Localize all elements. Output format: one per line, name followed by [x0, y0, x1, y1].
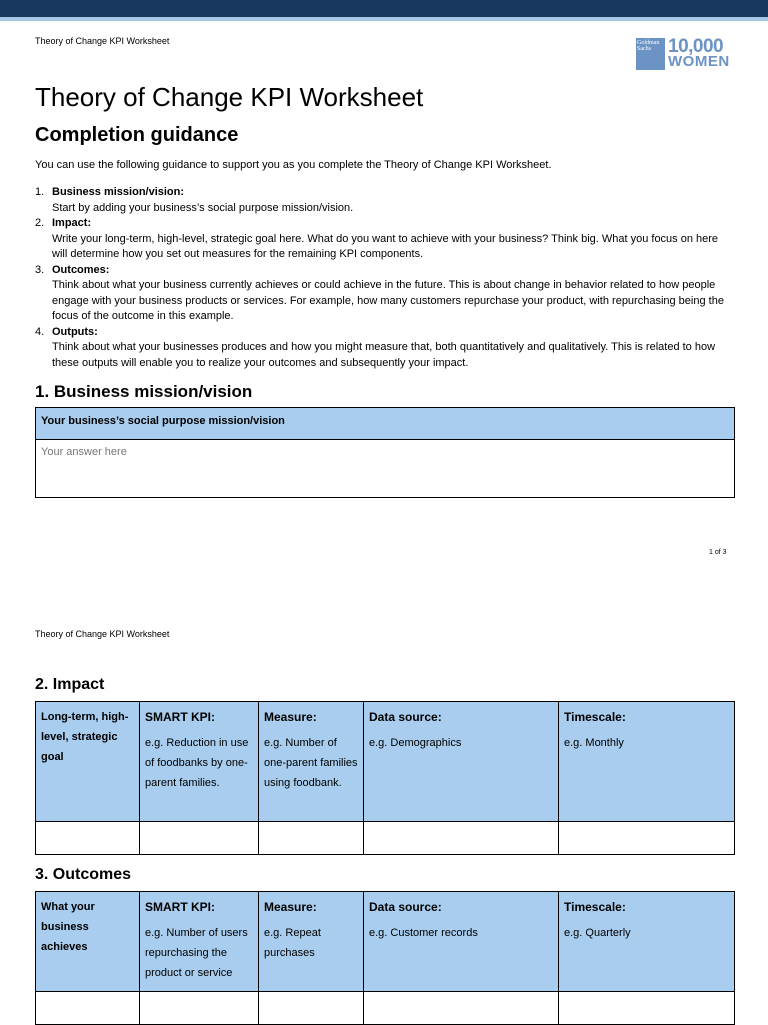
- logo-women: WOMEN: [668, 53, 730, 70]
- column-label: Timescale:: [564, 900, 626, 914]
- guidance-list: [35, 185, 735, 371]
- impact-table: [35, 701, 735, 855]
- mission-answer-field[interactable]: Your answer here: [41, 446, 127, 458]
- column-example: e.g. Number of users repurchasing the product or service: [145, 927, 248, 979]
- column-label: Long-term, high-level, strategic goal: [41, 711, 129, 763]
- column-label: Timescale:: [564, 710, 626, 724]
- column-label: SMART KPI:: [145, 900, 215, 914]
- outcomes-data-source-input[interactable]: [364, 992, 559, 1025]
- logo-wordmark: [668, 36, 730, 70]
- guidance-text: Think about what your business currently achieves or could achieve in the future. This is about change in behavior related to how people engage with your business products or services. For example, how many customers repurchase your product, with repurchasing being the focus of the outcome in this example.: [52, 279, 724, 322]
- guidance-number: 4.: [35, 325, 45, 338]
- mission-box: [35, 407, 735, 498]
- column-label: SMART KPI:: [145, 710, 215, 724]
- table-header-cell: [559, 702, 735, 822]
- guidance-term: Impact:: [52, 217, 92, 229]
- guidance-text: Start by adding your business’s social purpose mission/vision.: [52, 201, 354, 214]
- table-row: [36, 992, 735, 1025]
- column-example: e.g. Number of one-parent families using foodbank.: [264, 737, 358, 789]
- logo-brand-mark: Goldman Sachs: [636, 38, 665, 70]
- column-example: e.g. Repeat purchases: [264, 927, 321, 959]
- column-label: What your business achieves: [41, 901, 95, 953]
- table-header-cell: [140, 892, 259, 992]
- outcomes-timescale-input[interactable]: [559, 992, 735, 1025]
- outcomes-measure-input[interactable]: [259, 992, 364, 1025]
- logo: [636, 37, 730, 71]
- outcomes-table: [35, 891, 735, 1025]
- guidance-term: Business mission/vision:: [52, 186, 185, 198]
- table-header-row: [36, 702, 735, 822]
- column-label: Measure:: [264, 710, 317, 724]
- mission-box-label: Your business’s social purpose mission/vision: [36, 408, 734, 440]
- section-mission-heading: 1. Business mission/vision: [35, 382, 253, 401]
- guidance-text: Think about what your businesses produces and how you might measure that, both quantitatively and qualitatively. This is related to how these outputs will enable you to realize your outcomes and subsequently your impact.: [52, 341, 716, 369]
- table-header-cell: [140, 702, 259, 822]
- guidance-text: Write your long-term, high-level, strategic goal here. What do you want to achieve with your business? Think big. What you focus on here will determine how you set out measures for the remaining KPI components.: [52, 232, 719, 260]
- table-header-cell: [259, 702, 364, 822]
- table-row: [36, 822, 735, 855]
- column-example: e.g. Reduction in use of foodbanks by one-parent families.: [145, 737, 249, 789]
- impact-timescale-input[interactable]: [559, 822, 735, 855]
- section-impact-heading: 2. Impact: [35, 676, 105, 693]
- outcomes-achieves-input[interactable]: [36, 992, 140, 1025]
- column-label: Data source:: [369, 900, 442, 914]
- outcomes-smart-kpi-input[interactable]: [140, 992, 259, 1025]
- guidance-term: Outcomes:: [52, 263, 110, 276]
- table-header-cell: [259, 892, 364, 992]
- guidance-heading: Completion guidance: [35, 124, 239, 146]
- impact-goal-input[interactable]: [36, 822, 140, 855]
- impact-measure-input[interactable]: [259, 822, 364, 855]
- guidance-item: [35, 263, 735, 325]
- column-example: e.g. Customer records: [369, 927, 478, 939]
- guidance-number: 3.: [35, 263, 45, 276]
- table-header-cell: [364, 702, 559, 822]
- impact-goal-header: [36, 702, 140, 822]
- guidance-number: 2.: [35, 217, 45, 229]
- guidance-item: [35, 185, 735, 216]
- column-example: e.g. Quarterly: [564, 927, 631, 939]
- table-header-cell: [364, 892, 559, 992]
- column-example: e.g. Demographics: [369, 737, 462, 749]
- table-header-cell: [559, 892, 735, 992]
- page-number: 1 of 3: [709, 549, 727, 556]
- section-outcomes-heading: 3. Outcomes: [35, 866, 132, 883]
- document-title: Theory of Change KPI Worksheet: [35, 82, 424, 112]
- guidance-item: [35, 216, 735, 263]
- table-header-row: [36, 892, 735, 992]
- guidance-intro: You can use the following guidance to support you as you complete the Theory of Change KPI Worksheet.: [35, 159, 552, 171]
- guidance-item: [35, 325, 735, 372]
- running-header-page2: Theory of Change KPI Worksheet: [35, 629, 170, 639]
- logo-number: 10,000: [668, 36, 724, 57]
- top-banner: [0, 0, 768, 17]
- column-label: Data source:: [369, 710, 442, 724]
- guidance-number: 1.: [35, 186, 45, 198]
- impact-data-source-input[interactable]: [364, 822, 559, 855]
- impact-smart-kpi-input[interactable]: [140, 822, 259, 855]
- column-label: Measure:: [264, 900, 317, 914]
- running-header: Theory of Change KPI Worksheet: [35, 36, 170, 46]
- column-example: e.g. Monthly: [564, 737, 624, 749]
- guidance-term: Outputs:: [52, 325, 98, 338]
- outcomes-achieves-header: [36, 892, 140, 992]
- top-banner-stripe: [0, 17, 768, 21]
